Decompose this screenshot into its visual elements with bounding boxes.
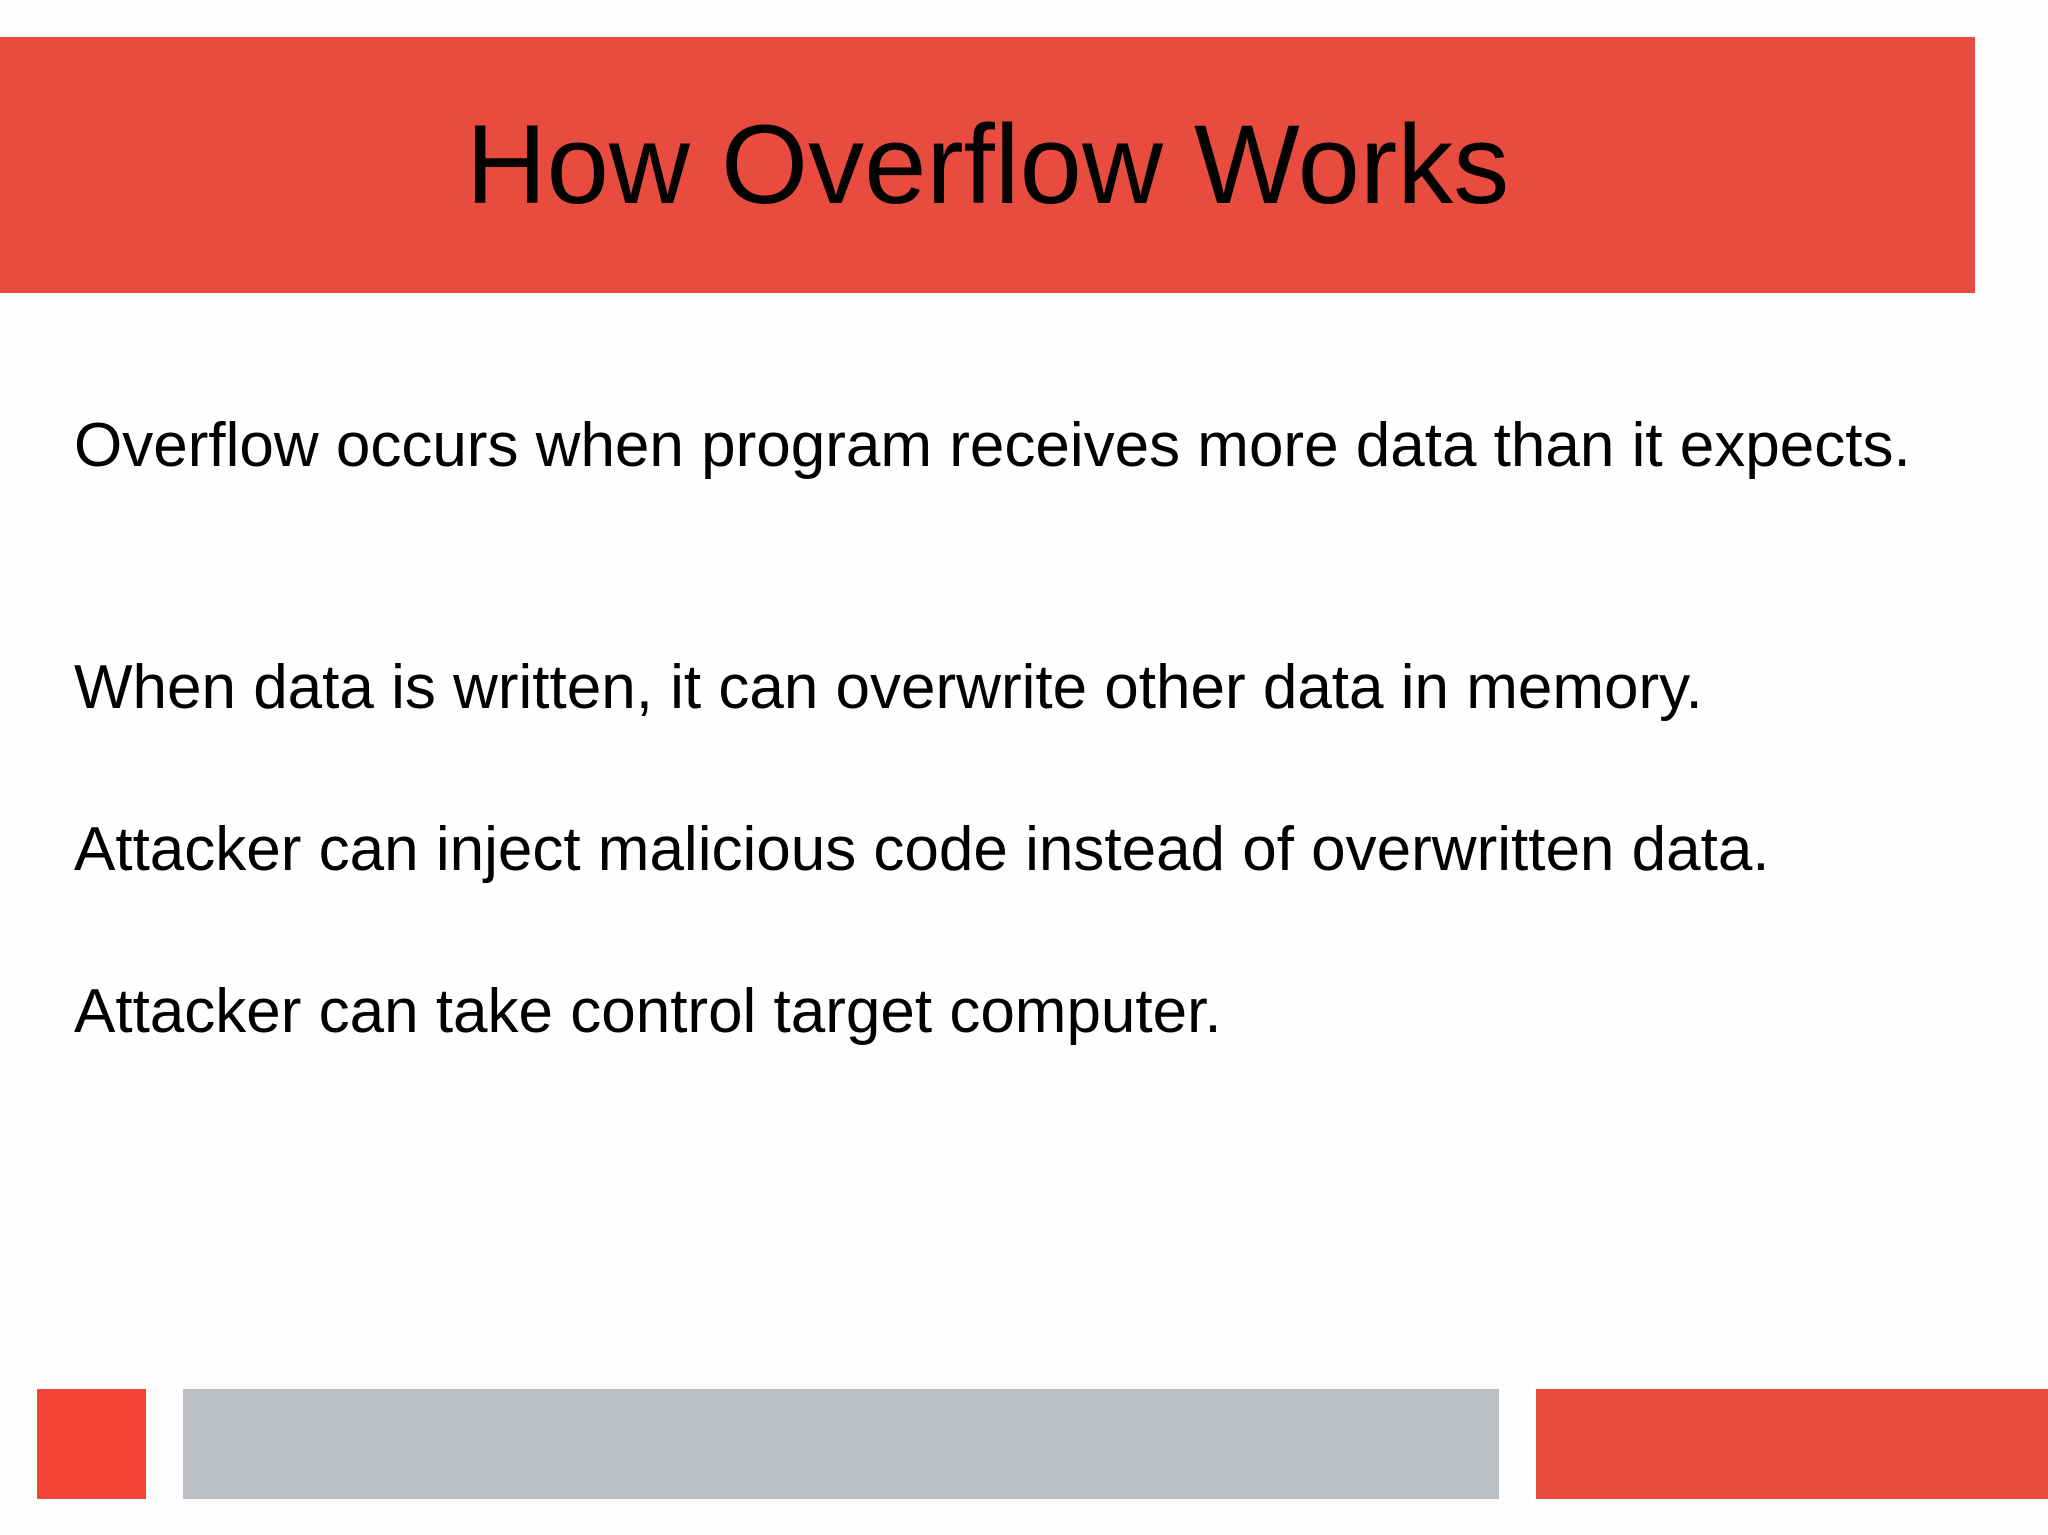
paragraph-overflow-definition: Overflow occurs when program receives more data than it expects. <box>74 411 1911 480</box>
paragraph-inject-code: Attacker can inject malicious code instead of overwritten data. <box>74 815 1770 884</box>
title-bar <box>0 37 1975 293</box>
footer-right-bar <box>1536 1389 2048 1499</box>
paragraph-overwrite-memory: When data is written, it can overwrite other data in memory. <box>74 653 1703 722</box>
slide-title: How Overflow Works <box>465 102 1510 227</box>
paragraph-take-control: Attacker can take control target computer. <box>74 977 1222 1046</box>
footer-left-square <box>37 1389 146 1499</box>
footer-middle-bar <box>183 1389 1499 1499</box>
